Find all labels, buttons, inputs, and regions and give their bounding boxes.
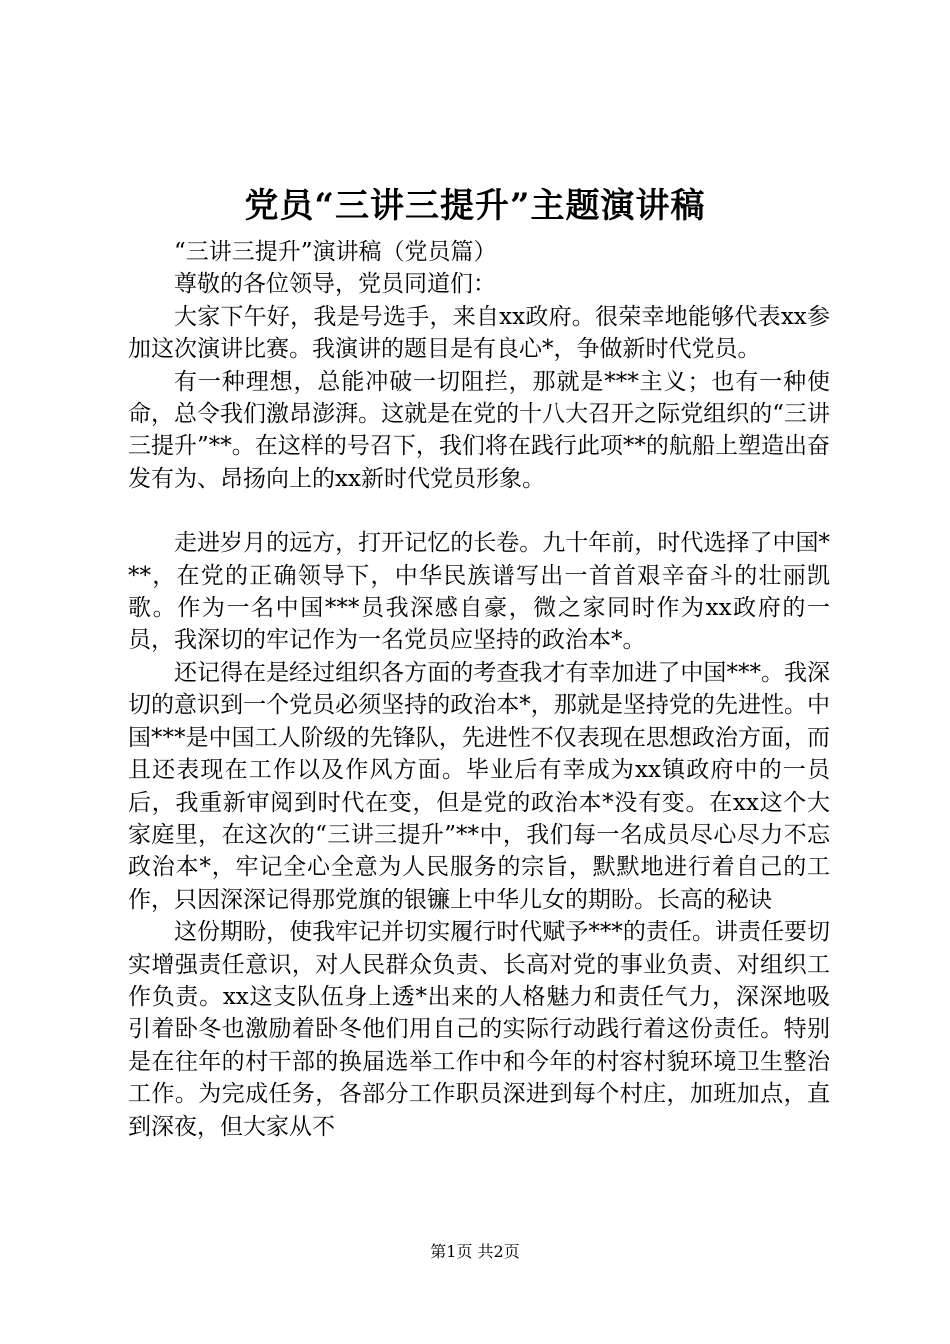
document-title: 党员“三讲三提升”主题演讲稿 [244,186,706,226]
paragraph-ideal: 有一种理想，总能冲破一切阻拦，那就是***主义；也有一种使命，总令我们激昂澎湃。这就是在党的十八大召开之际党组织的“三讲三提升”**。在这样的号召下，我们将在践行此项**的航船上塑造出奋发有为、昂扬向上的xx新时代党员形象。 [128,368,830,492]
paragraph-subtitle: “三讲三提升”演讲稿（党员篇） [174,239,497,265]
paragraph-salutation: 尊敬的各位领导，党员同道们： [174,271,496,298]
page-number-footer: 第1页 共2页 [430,1242,520,1261]
paragraph-greeting: 大家下午好，我是号选手，来自xx政府。很荣幸地能够代表xx参加这次演讲比赛。我演讲的题目是有良心*，争做新时代党员。 [128,303,830,363]
paragraph-joining: 还记得在是经过组织各方面的考查我才有幸加进了中国***。我深切的意识到一个党员必须坚持的政治本*，那就是坚持党的先进性。中国***是中国工人阶级的先锋队，先进性不仅表现在思想政治方面，而且还表现在工作以及作风方面。毕业后有幸成为xx镇政府中的一员后，我重新审阅到时代在变，但是党的政治本*没有变。在xx这个大家庭里，在这次的“三讲三提升”**中，我们每一名成员尽心尽力不忘政治本*，牢记全心全意为人民服务的宗旨，默默地进行着自己的工作，只因深深记得那党旗的银镰上中华儿女的期盼。长高的秘诀 [128,659,830,913]
paragraph-responsibility: 这份期盼，使我牢记并切实履行时代赋予***的责任。讲责任要切实增强责任意识，对人民群众负责、长高对党的事业负责、对组织工作负责。xx这支队伍身上透*出来的人格魅力和责任气力，深深地吸引着卧冬也激励着卧冬他们用自己的实际行动践行着这份责任。特别是在往年的村干部的换届选举工作中和今年的村容村貌环境卫生整治工作。为完成任务，各部分工作职员深进到每个村庄，加班加点，直到深夜，但大家从不 [128,919,830,1140]
paragraph-memory: 走进岁月的远方，打开记忆的长卷。九十年前，时代选择了中国***，在党的正确领导下，中华民族谱写出一首首艰辛奋斗的壮丽凯歌。作为一名中国***员我深感自豪，微之家同时作为xx政府的一员，我深切的牢记作为一名党员应坚持的政治本*。 [128,530,830,654]
document-body [128,236,830,1143]
